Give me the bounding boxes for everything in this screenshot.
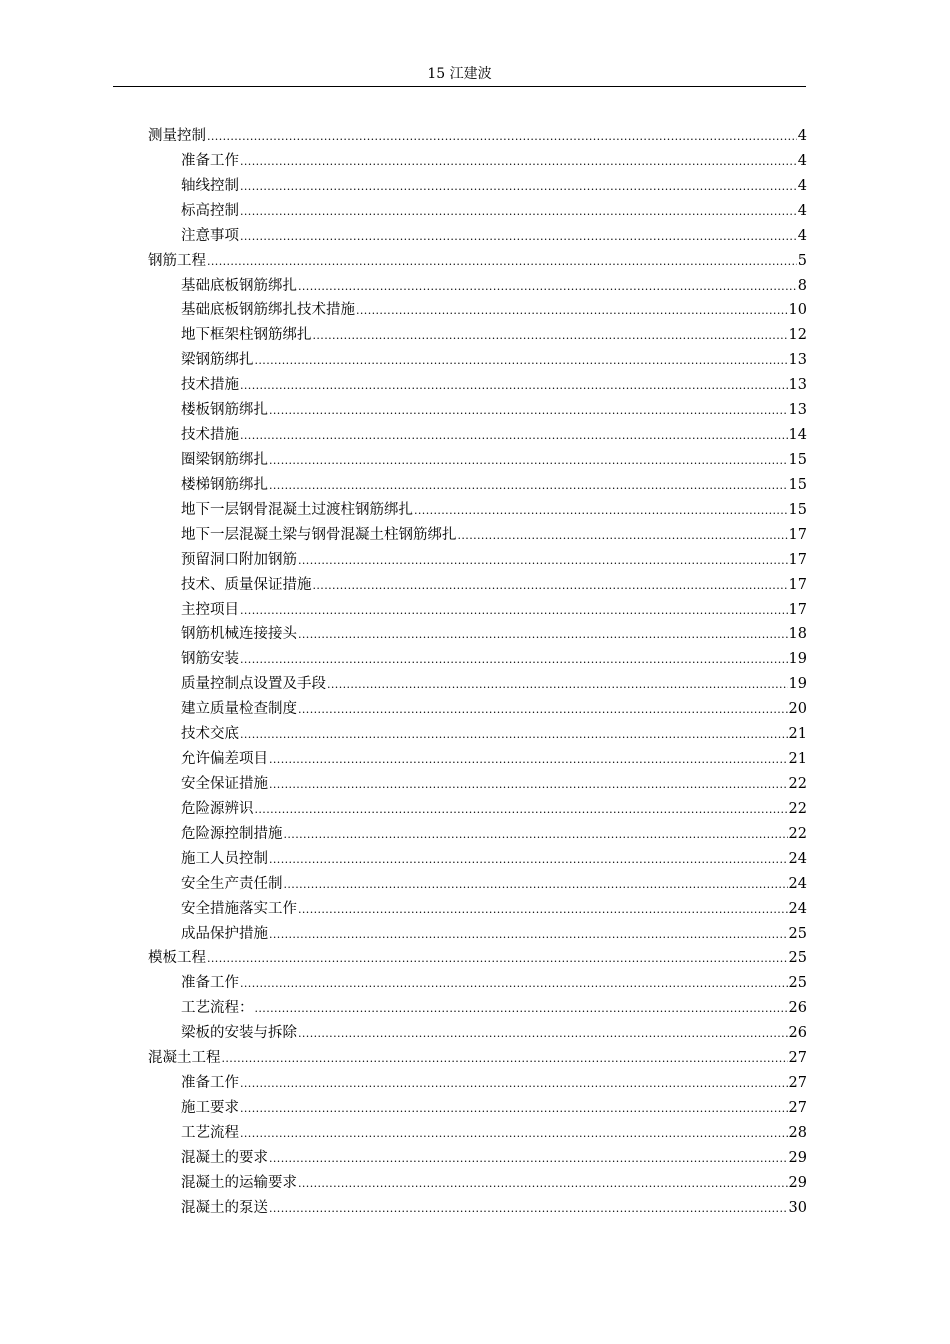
toc-entry-page-number: 15 bbox=[788, 451, 807, 468]
toc-entry-page-number: 29 bbox=[788, 1174, 807, 1191]
toc-entry-title: 质量控制点设置及手段 bbox=[181, 676, 326, 693]
toc-entry-title: 准备工作 bbox=[181, 152, 239, 169]
toc-dot-leader bbox=[240, 150, 797, 175]
toc-entry[interactable] bbox=[148, 946, 807, 971]
toc-dot-leader bbox=[327, 673, 788, 698]
toc-entry[interactable] bbox=[148, 647, 807, 672]
toc-entry-page-number: 24 bbox=[788, 875, 807, 892]
toc-entry[interactable] bbox=[148, 473, 807, 498]
toc-entry-title: 技术措施 bbox=[181, 427, 239, 444]
toc-entry-page-number: 4 bbox=[797, 227, 807, 244]
toc-entry-page-number: 20 bbox=[788, 701, 807, 718]
toc-entry-title: 梁钢筋绑扎 bbox=[181, 352, 254, 369]
toc-entry-page-number: 21 bbox=[788, 726, 807, 743]
toc-entry-page-number: 4 bbox=[797, 128, 807, 144]
toc-entry[interactable] bbox=[148, 1071, 807, 1096]
toc-entry-page-number: 13 bbox=[788, 402, 807, 419]
toc-dot-leader bbox=[269, 848, 788, 873]
toc-entry-title: 地下一层混凝土梁与钢骨混凝土柱钢筋绑扎 bbox=[181, 526, 457, 543]
toc-entry-page-number: 30 bbox=[788, 1199, 807, 1216]
toc-entry[interactable] bbox=[148, 398, 807, 423]
toc-entry-page-number: 4 bbox=[797, 177, 807, 194]
toc-dot-leader bbox=[313, 324, 788, 349]
toc-entry-title: 钢筋机械连接接头 bbox=[181, 626, 297, 643]
toc-entry[interactable] bbox=[148, 149, 807, 174]
toc-entry[interactable] bbox=[148, 847, 807, 872]
toc-entry-title: 准备工作 bbox=[181, 975, 239, 992]
toc-entry-title: 混凝土的运输要求 bbox=[181, 1174, 297, 1191]
toc-entry[interactable] bbox=[148, 1121, 807, 1146]
toc-entry-page-number: 13 bbox=[788, 352, 807, 369]
toc-entry-page-number: 25 bbox=[788, 975, 807, 992]
toc-entry[interactable] bbox=[148, 971, 807, 996]
toc-dot-leader bbox=[298, 898, 788, 923]
page-header: 15 江建波 bbox=[113, 64, 806, 87]
toc-entry-title: 准备工作 bbox=[181, 1075, 239, 1092]
toc-entry-page-number: 24 bbox=[788, 850, 807, 867]
toc-entry[interactable] bbox=[148, 996, 807, 1021]
toc-entry-page-number: 26 bbox=[788, 1000, 807, 1017]
toc-entry[interactable] bbox=[148, 373, 807, 398]
toc-entry-page-number: 24 bbox=[788, 900, 807, 917]
toc-entry-page-number: 15 bbox=[788, 476, 807, 493]
toc-dot-leader bbox=[240, 1097, 788, 1122]
toc-entry[interactable] bbox=[148, 298, 807, 323]
toc-entry-page-number: 4 bbox=[797, 202, 807, 219]
toc-entry[interactable] bbox=[148, 348, 807, 373]
toc-entry-title: 模板工程 bbox=[148, 950, 206, 967]
table-of-contents bbox=[148, 124, 807, 1221]
toc-entry-title: 楼梯钢筋绑扎 bbox=[181, 476, 268, 493]
toc-dot-leader bbox=[222, 1047, 788, 1072]
toc-dot-leader bbox=[269, 923, 788, 948]
toc-entry-page-number: 22 bbox=[788, 775, 807, 792]
toc-dot-leader bbox=[298, 623, 788, 648]
toc-dot-leader bbox=[269, 1147, 788, 1172]
toc-entry-page-number: 22 bbox=[788, 800, 807, 817]
toc-entry[interactable] bbox=[148, 1146, 807, 1171]
toc-entry[interactable] bbox=[148, 672, 807, 697]
toc-entry[interactable] bbox=[148, 1021, 807, 1046]
toc-entry[interactable] bbox=[148, 174, 807, 199]
toc-entry-page-number: 25 bbox=[788, 925, 807, 942]
toc-entry-page-number: 19 bbox=[788, 676, 807, 693]
toc-entry-page-number: 19 bbox=[788, 651, 807, 668]
toc-entry[interactable] bbox=[148, 872, 807, 897]
toc-dot-leader bbox=[313, 574, 788, 599]
toc-dot-leader bbox=[255, 349, 788, 374]
toc-dot-leader bbox=[240, 599, 788, 624]
toc-entry[interactable] bbox=[148, 274, 807, 299]
toc-entry-title: 建立质量检查制度 bbox=[181, 701, 297, 718]
toc-entry-page-number: 17 bbox=[788, 551, 807, 568]
toc-entry-title: 工艺流程： bbox=[181, 1000, 254, 1017]
toc-entry-page-number: 12 bbox=[788, 327, 807, 344]
toc-entry-title: 安全保证措施 bbox=[181, 775, 268, 792]
toc-dot-leader bbox=[298, 698, 788, 723]
toc-entry-title: 成品保护措施 bbox=[181, 925, 268, 942]
toc-dot-leader bbox=[240, 1072, 788, 1097]
toc-entry[interactable] bbox=[148, 722, 807, 747]
toc-dot-leader bbox=[207, 125, 797, 150]
toc-entry-title: 基础底板钢筋绑扎 bbox=[181, 277, 297, 294]
toc-entry-page-number: 14 bbox=[788, 427, 807, 444]
toc-entry-title: 梁板的安装与拆除 bbox=[181, 1025, 297, 1042]
toc-entry-title: 钢筋工程 bbox=[148, 252, 206, 269]
toc-entry-title: 施工人员控制 bbox=[181, 850, 268, 867]
toc-entry-title: 钢筋安装 bbox=[181, 651, 239, 668]
toc-entry-title: 地下框架柱钢筋绑扎 bbox=[181, 327, 312, 344]
toc-entry-title: 技术、质量保证措施 bbox=[181, 576, 312, 593]
toc-entry-title: 轴线控制 bbox=[181, 177, 239, 194]
toc-entry[interactable] bbox=[148, 697, 807, 722]
toc-entry-page-number: 27 bbox=[788, 1075, 807, 1092]
toc-entry-title: 预留洞口附加钢筋 bbox=[181, 551, 297, 568]
toc-entry-title: 基础底板钢筋绑扎技术措施 bbox=[181, 302, 355, 319]
toc-dot-leader bbox=[414, 499, 788, 524]
toc-entry[interactable] bbox=[148, 124, 807, 149]
toc-dot-leader bbox=[298, 1022, 788, 1047]
toc-entry-title: 楼板钢筋绑扎 bbox=[181, 402, 268, 419]
toc-entry[interactable] bbox=[148, 573, 807, 598]
toc-dot-leader bbox=[269, 399, 788, 424]
toc-dot-leader bbox=[458, 524, 788, 549]
toc-entry-title: 注意事项 bbox=[181, 227, 239, 244]
toc-dot-leader bbox=[207, 947, 788, 972]
toc-entry-title: 工艺流程 bbox=[181, 1124, 239, 1141]
toc-entry-title: 安全生产责任制 bbox=[181, 875, 283, 892]
toc-entry-title: 圈梁钢筋绑扎 bbox=[181, 451, 268, 468]
toc-entry-title: 标高控制 bbox=[181, 202, 239, 219]
toc-entry[interactable] bbox=[148, 199, 807, 224]
toc-entry-page-number: 17 bbox=[788, 601, 807, 618]
toc-entry[interactable] bbox=[148, 548, 807, 573]
toc-entry[interactable] bbox=[148, 423, 807, 448]
toc-dot-leader bbox=[298, 275, 797, 300]
toc-entry-page-number: 8 bbox=[797, 277, 807, 294]
toc-entry-title: 主控项目 bbox=[181, 601, 239, 618]
toc-entry-title: 施工要求 bbox=[181, 1099, 239, 1116]
toc-dot-leader bbox=[284, 873, 788, 898]
toc-entry[interactable] bbox=[148, 622, 807, 647]
toc-entry-title: 危险源控制措施 bbox=[181, 825, 283, 842]
toc-entry[interactable] bbox=[148, 747, 807, 772]
toc-dot-leader bbox=[298, 549, 788, 574]
toc-entry-page-number: 25 bbox=[788, 950, 807, 967]
toc-entry-page-number: 26 bbox=[788, 1025, 807, 1042]
toc-entry[interactable] bbox=[148, 523, 807, 548]
toc-entry-page-number: 21 bbox=[788, 751, 807, 768]
toc-entry[interactable] bbox=[148, 1196, 807, 1221]
toc-dot-leader bbox=[269, 1197, 788, 1222]
toc-entry[interactable] bbox=[148, 498, 807, 523]
toc-entry[interactable] bbox=[148, 897, 807, 922]
toc-dot-leader bbox=[298, 1172, 788, 1197]
toc-entry-title: 技术交底 bbox=[181, 726, 239, 743]
toc-entry-title: 地下一层钢骨混凝土过渡柱钢筋绑扎 bbox=[181, 501, 413, 518]
toc-dot-leader bbox=[269, 474, 788, 499]
toc-dot-leader bbox=[240, 723, 788, 748]
toc-entry[interactable] bbox=[148, 1171, 807, 1196]
toc-dot-leader bbox=[207, 250, 797, 275]
toc-dot-leader bbox=[255, 997, 788, 1022]
toc-entry-page-number: 10 bbox=[788, 302, 807, 319]
toc-entry-title: 安全措施落实工作 bbox=[181, 900, 297, 917]
toc-entry-page-number: 22 bbox=[788, 825, 807, 842]
toc-entry-page-number: 27 bbox=[788, 1099, 807, 1116]
toc-entry-title: 混凝土的泵送 bbox=[181, 1199, 268, 1216]
toc-entry[interactable] bbox=[148, 598, 807, 623]
toc-entry-page-number: 17 bbox=[788, 576, 807, 593]
toc-entry[interactable] bbox=[148, 797, 807, 822]
toc-dot-leader bbox=[240, 1122, 788, 1147]
toc-entry[interactable] bbox=[148, 822, 807, 847]
toc-dot-leader bbox=[240, 972, 788, 997]
toc-entry-title: 混凝土工程 bbox=[148, 1050, 221, 1067]
toc-dot-leader bbox=[240, 225, 797, 250]
toc-dot-leader bbox=[269, 748, 788, 773]
toc-entry[interactable] bbox=[148, 772, 807, 797]
toc-entry-title: 测量控制 bbox=[148, 128, 206, 144]
toc-dot-leader bbox=[269, 449, 788, 474]
toc-dot-leader bbox=[269, 773, 788, 798]
toc-dot-leader bbox=[240, 175, 797, 200]
toc-entry[interactable] bbox=[148, 224, 807, 249]
toc-entry[interactable] bbox=[148, 448, 807, 473]
toc-entry[interactable] bbox=[148, 1046, 807, 1071]
toc-entry[interactable] bbox=[148, 249, 807, 274]
toc-dot-leader bbox=[240, 200, 797, 225]
toc-entry-page-number: 15 bbox=[788, 501, 807, 518]
toc-entry-page-number: 29 bbox=[788, 1149, 807, 1166]
toc-entry-page-number: 13 bbox=[788, 377, 807, 394]
toc-entry-title: 允许偏差项目 bbox=[181, 751, 268, 768]
toc-entry[interactable] bbox=[148, 323, 807, 348]
toc-entry-title: 技术措施 bbox=[181, 377, 239, 394]
toc-entry-page-number: 18 bbox=[788, 626, 807, 643]
toc-entry-page-number: 5 bbox=[797, 252, 807, 269]
toc-entry-page-number: 4 bbox=[797, 152, 807, 169]
toc-entry-page-number: 27 bbox=[788, 1050, 807, 1067]
toc-entry-title: 混凝土的要求 bbox=[181, 1149, 268, 1166]
toc-dot-leader bbox=[240, 648, 788, 673]
toc-entry[interactable] bbox=[148, 922, 807, 947]
toc-entry-page-number: 17 bbox=[788, 526, 807, 543]
toc-dot-leader bbox=[284, 823, 788, 848]
toc-entry[interactable] bbox=[148, 1096, 807, 1121]
toc-entry-page-number: 28 bbox=[788, 1124, 807, 1141]
toc-dot-leader bbox=[356, 299, 788, 324]
toc-dot-leader bbox=[240, 374, 788, 399]
toc-dot-leader bbox=[240, 424, 788, 449]
toc-entry-title: 危险源辨识 bbox=[181, 800, 254, 817]
toc-dot-leader bbox=[255, 798, 788, 823]
